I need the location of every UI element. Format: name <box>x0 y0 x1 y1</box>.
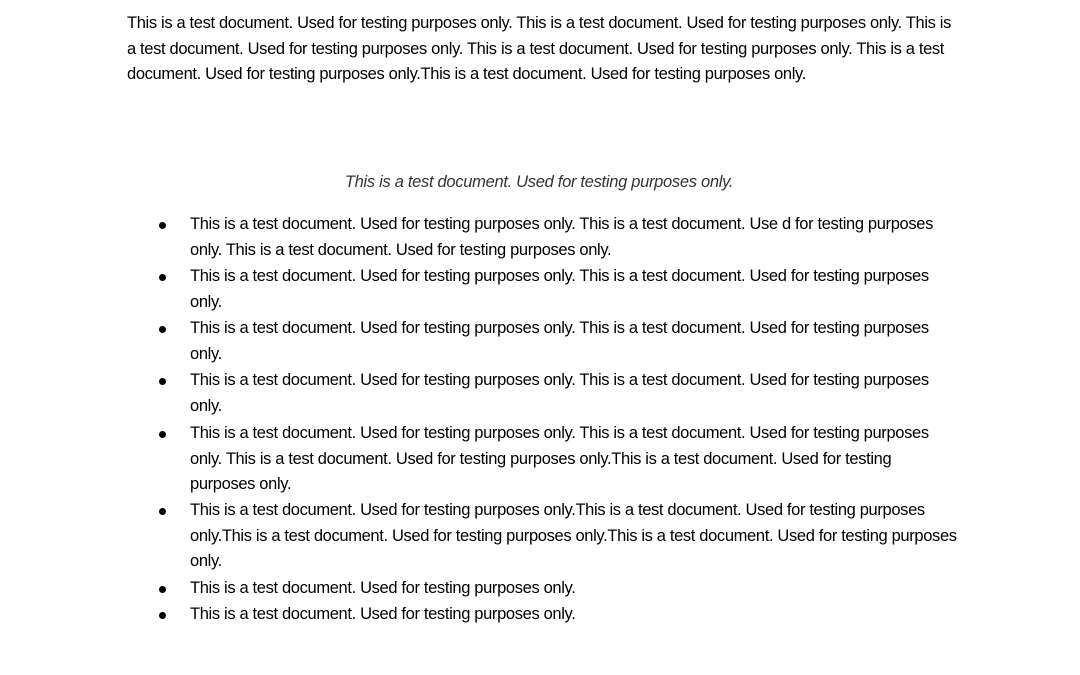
intro-paragraph: This is a test document. Used for testing purposes only. This is a test document. Used for testing purposes only. This is a test document. Used for testing purposes only. This is a test document. Used for testing purposes only. This is a test document. Used for testing purposes only.This is a test document. Used for testing purposes only. <box>127 14 952 84</box>
list-item-text: This is a test document. Used for testing purposes only. This is a test document. Used for testing purposes only. <box>190 267 929 311</box>
list-item-text: This is a test document. Used for testing purposes only.This is a test document. Used for testing purposes only.This is a test document. Used for testing purposes only.This is a test document. Used for testing purposes only. <box>190 501 957 571</box>
list-item-text: This is a test document. Used for testing purposes only. This is a test document. Use d for testing purposes only. This is a test document. Used for testing purposes only. <box>190 215 933 259</box>
bullet-icon <box>159 431 166 438</box>
bullet-icon <box>159 612 166 619</box>
bullet-icon <box>159 274 166 281</box>
bullet-icon <box>159 222 166 229</box>
list-item-text: This is a test document. Used for testing purposes only. <box>190 605 576 623</box>
bullet-icon <box>159 378 166 385</box>
italic-subtitle: This is a test document. Used for testing purposes only. <box>344 173 734 191</box>
bullet-icon <box>159 326 166 333</box>
list-item-text: This is a test document. Used for testing purposes only. This is a test document. Used for testing purposes only. This is a test document. Used for testing purposes only.This is a test document. Used for testing purposes only. <box>190 424 929 494</box>
list-item-text: This is a test document. Used for testing purposes only. This is a test document. Used for testing purposes only. <box>190 371 929 415</box>
bullet-icon <box>159 586 166 593</box>
bullet-icon <box>159 508 166 515</box>
list-item-text: This is a test document. Used for testing purposes only. This is a test document. Used for testing purposes only. <box>190 319 929 363</box>
list-item-text: This is a test document. Used for testing purposes only. <box>190 579 576 597</box>
